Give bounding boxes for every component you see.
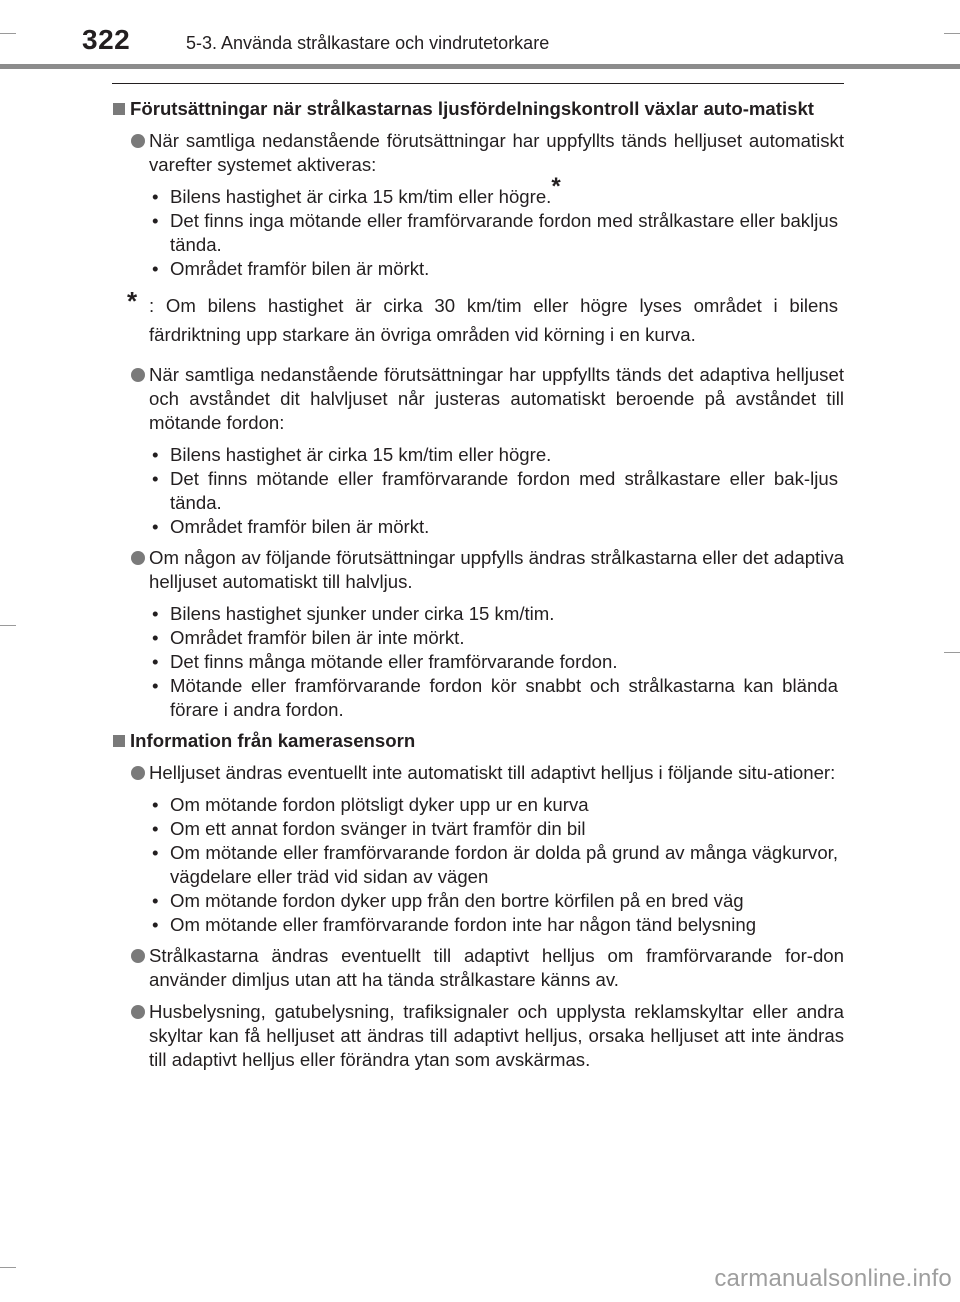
bullet-list <box>110 173 844 281</box>
watermark[interactable]: carmanualsonline.info <box>714 1265 952 1292</box>
bullet-list <box>110 602 844 722</box>
list-item: • Området framför bilen är mörkt. <box>110 257 844 281</box>
dot-paragraph: Husbelysning, gatubelysning, trafiksignaler och upplysta reklamskyltar eller andra skyltar kan få helljuset att ändras till adaptivt helljus, orsaka helljuset att inte ändras till adaptivt helljus eller förändra ytan som avskärmas. <box>110 1000 844 1072</box>
list-item: • Om ett annat fordon svänger in tvärt framför din bil <box>110 817 844 841</box>
circle-bullet-icon <box>131 551 145 565</box>
list-item: • Om mötande eller framförvarande fordon är dolda på grund av många vägkurvor, vägdelare eller träd vid sidan av vägen <box>110 841 844 889</box>
list-item: • Det finns mötande eller framförvarande fordon med strålkastare eller bak-ljus tända. <box>110 467 844 515</box>
list-item: • Bilens hastighet sjunker under cirka 15 km/tim. <box>110 602 844 626</box>
list-item: • Det finns inga mötande eller framförvarande fordon med strålkastare eller bakljus tända. <box>110 209 844 257</box>
crop-mark <box>0 1267 16 1268</box>
section-heading: Information från kamerasensorn <box>110 729 844 753</box>
circle-bullet-icon <box>131 134 145 148</box>
bullet-list <box>110 443 844 539</box>
circle-bullet-icon <box>131 368 145 382</box>
page-content <box>110 93 844 1080</box>
dot-paragraph: Om någon av följande förutsättningar uppfylls ändras strålkastarna eller det adaptiva helljuset automatiskt till halvljus. <box>110 546 844 594</box>
list-item: • Om mötande eller framförvarande fordon inte har någon tänd belysning <box>110 913 844 937</box>
footnote-text: : Om bilens hastighet är cirka 30 km/tim eller högre lyses området i bilens färdriktning upp starkare än övriga områden vid körning i en kurva. <box>149 295 838 345</box>
page-number: 322 <box>82 24 131 55</box>
circle-bullet-icon <box>131 766 145 780</box>
crop-mark <box>944 652 960 653</box>
list-item: • Mötande eller framförvarande fordon kör snabbt och strålkastarna kan blända förare i andra fordon. <box>110 674 844 722</box>
section-rule <box>112 83 844 84</box>
square-bullet-icon <box>113 735 125 747</box>
dot-paragraph: Helljuset ändras eventuellt inte automatiskt till adaptivt helljus i följande situ-ationer: <box>110 761 844 785</box>
list-item: • Området framför bilen är mörkt. <box>110 515 844 539</box>
chapter-title: 5-3. Använda strålkastare och vindrutetorkare <box>186 33 550 53</box>
list-item: • Om mötande fordon dyker upp från den bortre körfilen på en bred väg <box>110 889 844 913</box>
footnote <box>110 286 844 349</box>
list-item: • Bilens hastighet är cirka 15 km/tim eller högre. <box>110 443 844 467</box>
dot-paragraph: Strålkastarna ändras eventuellt till adaptivt helljus om framförvarande for-don använder dimljus utan att ha tända strålkastare känns av. <box>110 944 844 992</box>
square-bullet-icon <box>113 103 125 115</box>
footnote-mark: * <box>551 173 561 200</box>
crop-mark <box>0 33 16 34</box>
list-item: • Bilens hastighet är cirka 15 km/tim eller högre.* <box>110 185 844 209</box>
list-item: • Det finns många mötande eller framförvarande fordon. <box>110 650 844 674</box>
crop-mark <box>944 33 960 34</box>
section-heading: Förutsättningar när strålkastarnas ljusfördelningskontroll växlar auto-matiskt <box>110 97 844 121</box>
dot-paragraph: När samtliga nedanstående förutsättningar har uppfyllts tänds helljuset automatiskt varefter systemet aktiveras: <box>110 129 844 177</box>
header-divider <box>0 64 960 69</box>
circle-bullet-icon <box>131 949 145 963</box>
crop-mark <box>0 625 16 626</box>
list-item: • Om mötande fordon plötsligt dyker upp ur en kurva <box>110 793 844 817</box>
dot-paragraph: När samtliga nedanstående förutsättningar har uppfyllts tänds det adaptiva helljuset och avståndet dit halvljuset når justeras automatiskt beroende på avståndet till mötande fordon: <box>110 363 844 435</box>
footnote-mark: * <box>127 286 138 316</box>
page-header <box>0 0 960 70</box>
circle-bullet-icon <box>131 1005 145 1019</box>
bullet-list <box>110 793 844 937</box>
list-item: • Området framför bilen är inte mörkt. <box>110 626 844 650</box>
